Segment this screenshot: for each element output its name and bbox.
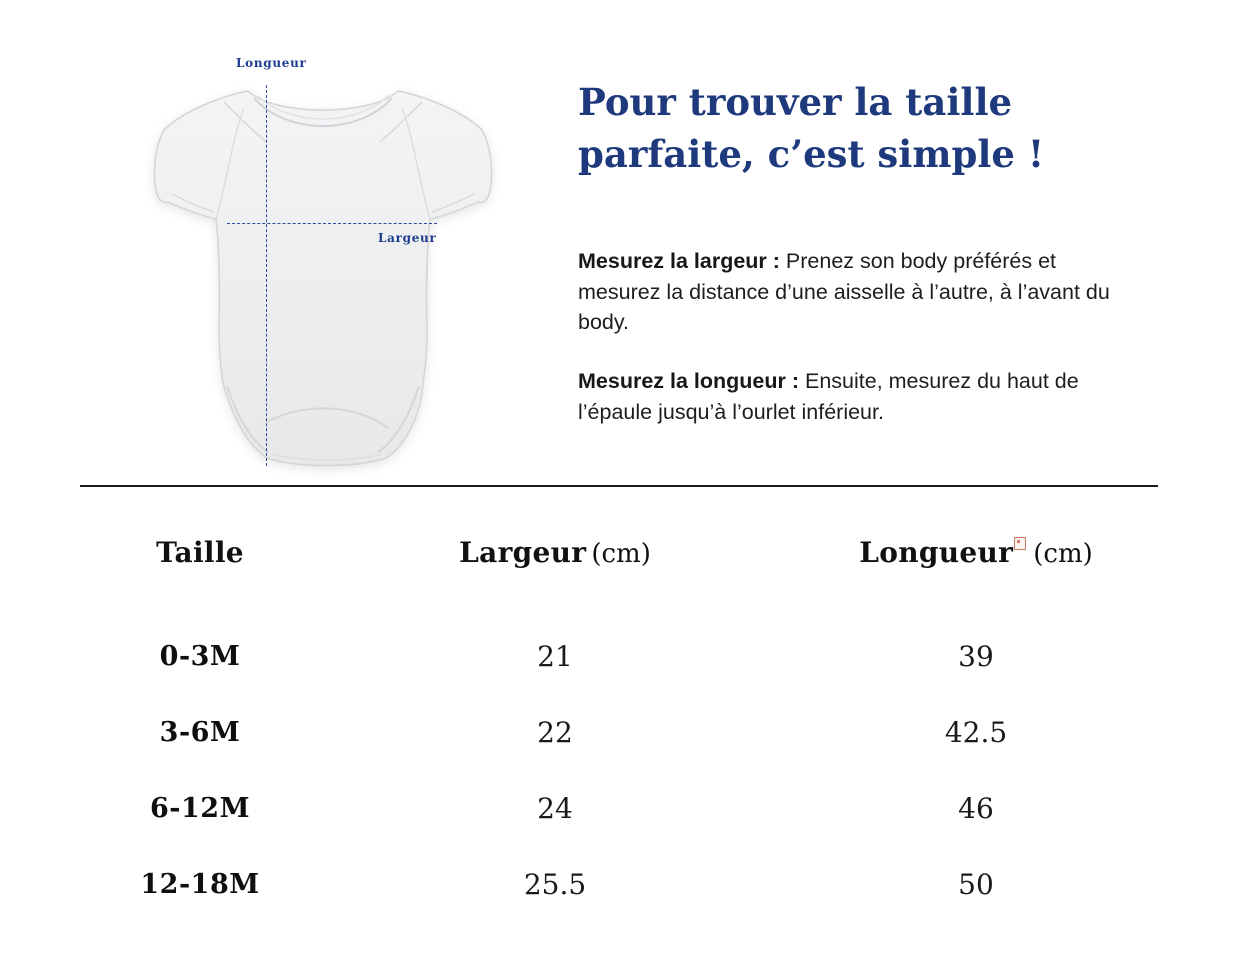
size-label: 12-18M (140, 868, 260, 900)
size-label: 0-3M (159, 640, 241, 672)
header-taille-name: Taille (156, 536, 244, 569)
header-largeur-unit: (cm) (591, 539, 651, 569)
size-table-header (0, 530, 1242, 577)
largeur-measure-line (227, 223, 437, 224)
header-taille (0, 530, 400, 577)
instruction-largeur-lead: Mesurez la largeur : (578, 249, 780, 273)
longueur-label: Longueur (236, 56, 307, 70)
table-row (0, 694, 1242, 770)
size-label: 6-12M (150, 792, 250, 824)
largeur-label: Largeur (378, 231, 437, 245)
intro-section (578, 76, 1118, 424)
size-table (0, 486, 1242, 922)
header-largeur (400, 530, 710, 577)
table-row (0, 770, 1242, 846)
table-row (0, 846, 1242, 922)
broken-image-icon (1014, 537, 1026, 550)
size-label: 3-6M (159, 716, 241, 748)
baby-bodysuit-illustration (148, 86, 498, 470)
header-longueur-unit: (cm) (1033, 539, 1093, 569)
longueur-value: 50 (958, 867, 994, 901)
instruction-largeur (578, 246, 1118, 338)
instruction-longueur (578, 366, 1118, 427)
largeur-value: 21 (537, 639, 573, 673)
longueur-value: 42.5 (944, 715, 1008, 749)
instruction-largeur-text: Prenez son body préférés et mesurez la distance d’une aisselle à l’autre, à l’avant du body. (578, 249, 1110, 334)
header-largeur-name: Largeur (459, 536, 587, 569)
size-table-body (0, 618, 1242, 922)
longueur-value: 39 (958, 639, 994, 673)
largeur-value: 24 (537, 791, 573, 825)
longueur-value: 46 (958, 791, 994, 825)
page-title: Pour trouver la taille parfaite, c’est simple ! (578, 80, 1045, 176)
table-row (0, 618, 1242, 694)
instruction-longueur-lead: Mesurez la longueur : (578, 369, 800, 393)
bodysuit-diagram (140, 50, 540, 480)
instruction-longueur-text: Ensuite, mesurez du haut de l’épaule jusqu’à l’ourlet inférieur. (578, 369, 1079, 424)
largeur-value: 25.5 (523, 867, 587, 901)
longueur-measure-line (266, 85, 267, 466)
header-longueur (710, 530, 1242, 577)
header-longueur-name: Longueur (859, 536, 1014, 569)
largeur-value: 22 (537, 715, 573, 749)
